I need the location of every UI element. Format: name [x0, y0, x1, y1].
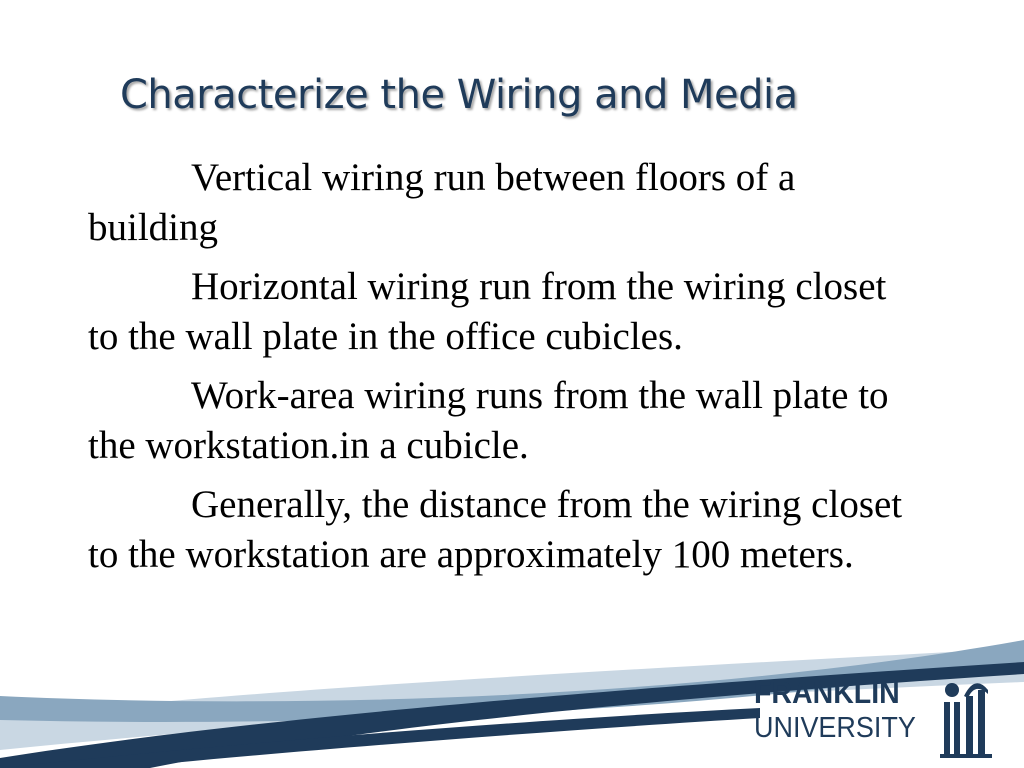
- slide-title: Characterize the Wiring and Media: [120, 72, 798, 118]
- logo-word-franklin: FRANKLIN: [754, 675, 900, 710]
- body-paragraph-distance: Generally, the distance from the wiring closet to the workstation are approximately 100 meters.: [88, 483, 903, 576]
- body-paragraph-vertical-wiring: Vertical wiring run between floors of a building: [88, 156, 796, 249]
- body-paragraph-work-area-wiring: Work-area wiring runs from the wall plate to the workstation.in a cubicle.: [88, 374, 889, 467]
- franklin-university-logo: [752, 670, 1002, 760]
- logo-word-university: UNIVERSITY: [754, 712, 916, 744]
- franklin-columns-icon: [938, 670, 998, 760]
- slide-body: [88, 153, 918, 589]
- body-paragraph-horizontal-wiring: Horizontal wiring run from the wiring closet to the wall plate in the office cubicles.: [88, 265, 887, 358]
